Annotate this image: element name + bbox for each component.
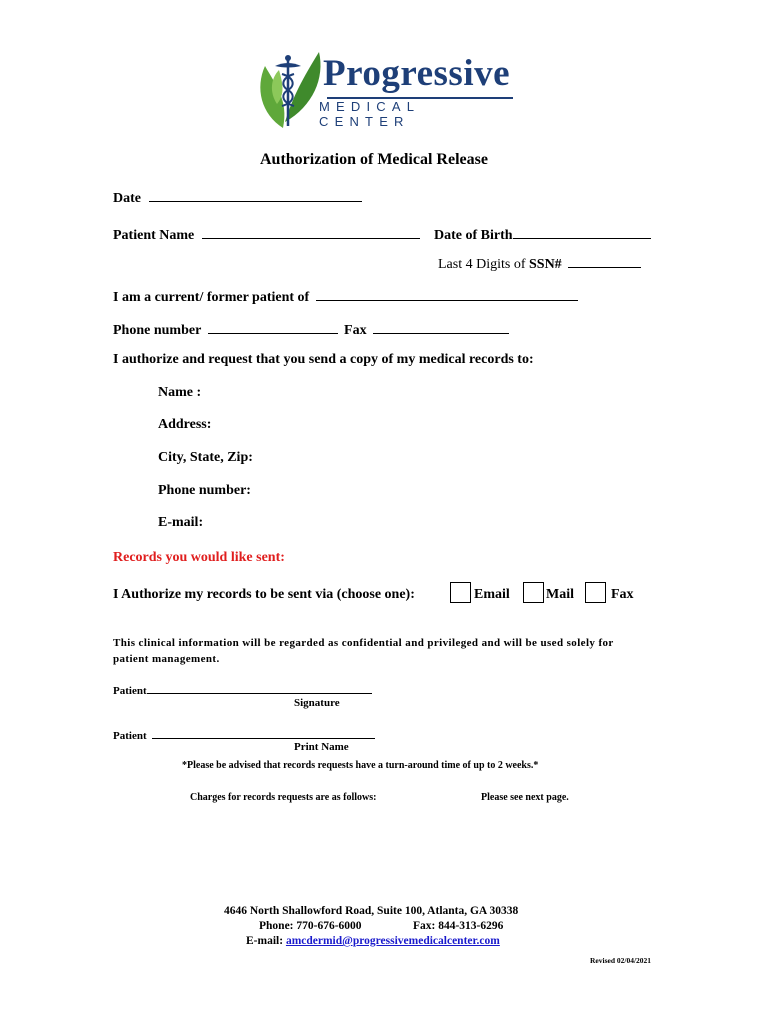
- recipient-address-label: Address: [158, 417, 207, 432]
- confidential-line-2: patient management.: [113, 653, 220, 665]
- patient-name-field[interactable]: [202, 224, 420, 239]
- recipient-name-label: Name: [158, 385, 193, 400]
- patient-of-label: I am a current/ former patient of: [113, 290, 310, 305]
- fax-checkbox[interactable]: [585, 582, 606, 603]
- date-label: Date: [113, 191, 141, 206]
- caduceus-leaf-icon: [255, 44, 325, 130]
- footer-email-label: E-mail:: [246, 935, 284, 947]
- patient-of-row: [113, 286, 578, 306]
- footer-email-link[interactable]: amcdermid@progressivemedicalcenter.com: [285, 935, 500, 947]
- print-name-caption: Print Name: [294, 741, 349, 753]
- recipient-name-row: Name :: [158, 385, 202, 400]
- date-field[interactable]: [149, 187, 362, 202]
- recipient-email-row: E-mail:: [158, 515, 204, 530]
- dob-label: Date of Birth: [434, 228, 513, 243]
- charges-note: Please see next page.: [481, 792, 569, 803]
- ssn-field[interactable]: [568, 253, 641, 268]
- clinic-logo: [255, 44, 520, 130]
- patient-name-row: [113, 224, 420, 244]
- print-patient-label: Patient: [113, 730, 147, 742]
- phone-fax-row: [113, 319, 509, 339]
- footer-email-row: [246, 935, 500, 947]
- recipient-city-label: City, State, Zip: [158, 450, 249, 465]
- email-option-label: Email: [474, 587, 510, 602]
- authorize-statement: I authorize and request that you send a copy of my medical records to:: [113, 352, 534, 367]
- ssn-label-bold: SSN#: [529, 257, 562, 272]
- recipient-phone-row: Phone number:: [158, 483, 251, 498]
- footer-address: 4646 North Shallowford Road, Suite 100, Atlanta, GA 30338: [224, 905, 519, 917]
- print-name-field[interactable]: [152, 727, 375, 739]
- recipient-phone-label: Phone number: [158, 483, 247, 498]
- footer-phone: Phone: 770-676-6000: [259, 920, 362, 932]
- signature-caption: Signature: [294, 697, 340, 709]
- footer-fax: Fax: 844-313-6296: [413, 920, 504, 932]
- patient-name-label: Patient Name: [113, 228, 195, 243]
- records-heading: Records you would like sent:: [113, 550, 285, 565]
- signature-field[interactable]: [147, 682, 372, 694]
- logo-wordmark: Progressive: [323, 53, 511, 94]
- recipient-city-row: City, State, Zip:: [158, 450, 253, 465]
- logo-subtitle: MEDICAL CENTER: [319, 99, 420, 129]
- phone-field[interactable]: [208, 319, 338, 334]
- signature-patient-label: Patient: [113, 685, 147, 697]
- dob-row: [434, 224, 651, 244]
- confidential-line-1: This clinical information will be regarded as confidential and privileged and will be used solely for: [113, 637, 614, 649]
- ssn-row: [438, 253, 641, 273]
- print-name-row: [113, 727, 375, 742]
- date-row: [113, 187, 362, 207]
- recipient-email-label: E-mail: [158, 515, 199, 530]
- fax-label: Fax: [344, 323, 367, 338]
- delivery-prompt: I Authorize my records to be sent via (choose one):: [113, 587, 415, 602]
- mail-checkbox[interactable]: [523, 582, 544, 603]
- signature-row: [113, 682, 372, 697]
- form-title: Authorization of Medical Release: [260, 151, 488, 168]
- fax-option-label: Fax: [611, 587, 634, 602]
- charges-label: Charges for records requests are as follows:: [190, 792, 377, 803]
- turnaround-notice: *Please be advised that records requests have a turn-around time of up to 2 weeks.*: [182, 760, 539, 771]
- mail-option-label: Mail: [546, 587, 574, 602]
- revised-date: Revised 02/04/2021: [590, 956, 652, 965]
- phone-label: Phone number: [113, 323, 202, 338]
- ssn-label: Last 4 Digits of: [438, 257, 526, 272]
- fax-field[interactable]: [373, 319, 509, 334]
- recipient-address-row: Address:: [158, 417, 212, 432]
- dob-field[interactable]: [513, 224, 651, 239]
- email-checkbox[interactable]: [450, 582, 471, 603]
- patient-of-field[interactable]: [316, 286, 578, 301]
